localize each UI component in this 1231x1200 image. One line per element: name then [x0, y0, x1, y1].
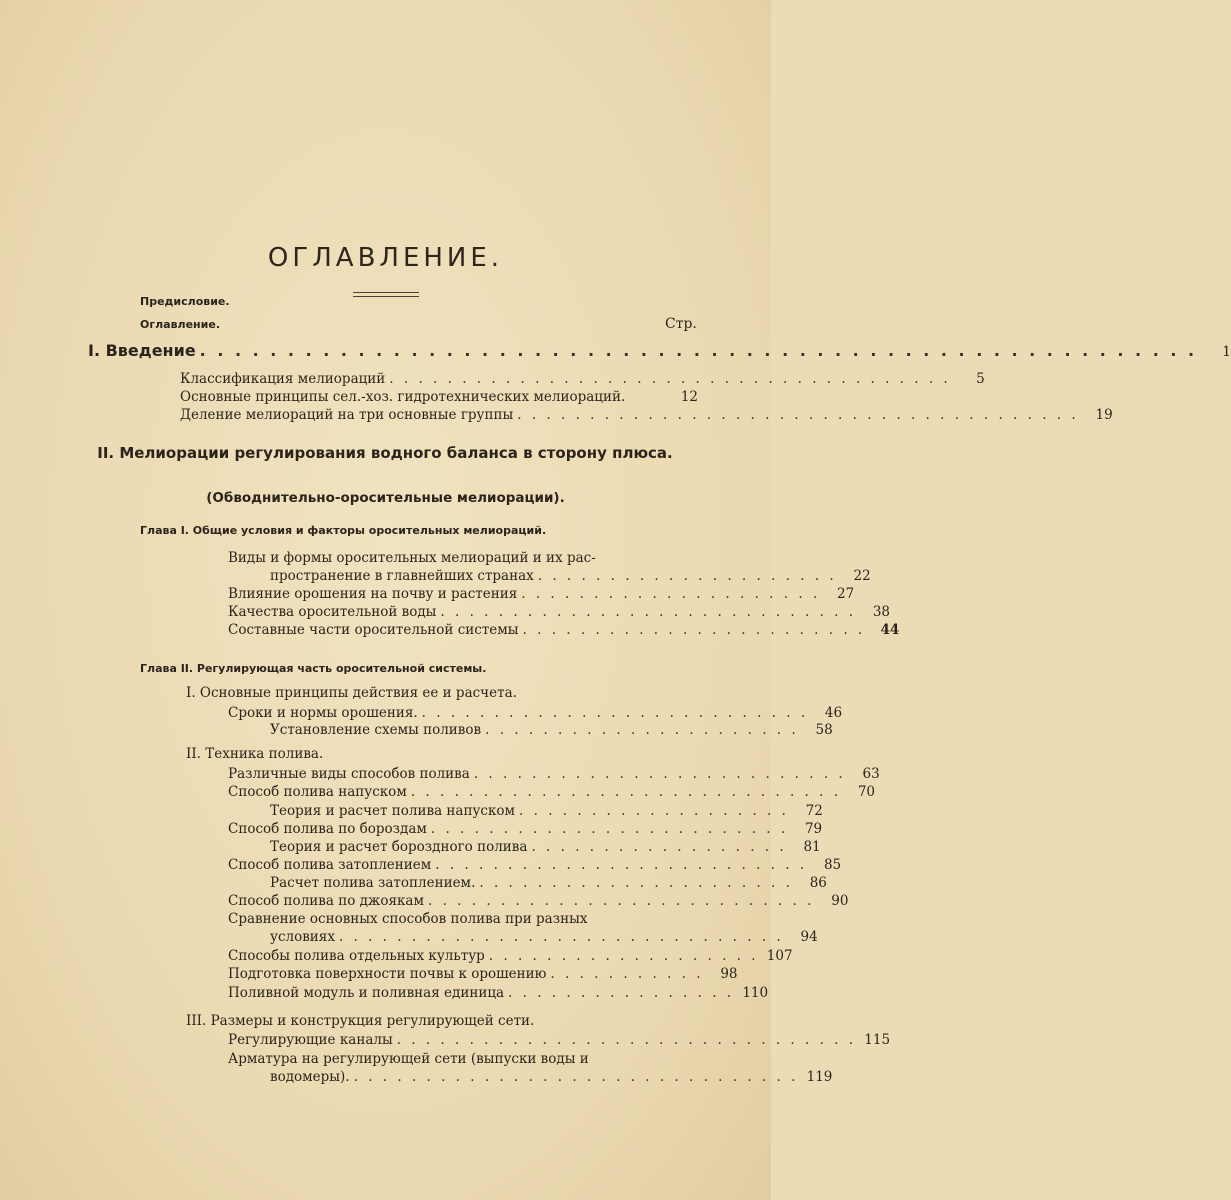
toc-entry-page: 90 — [831, 893, 849, 909]
toc-entry-label: Способ полива по бороздам — [228, 821, 427, 837]
leader-dots: . . . . . . . . . . . . . . . . . . . . . . . . . . . . . — [440, 604, 857, 620]
leader-dots: . . . . . . . . . . . . . . . . — [508, 985, 735, 1001]
leader-dots: . . . . . . . . . . . . . . . . . . . . . . . . . . . . . . . — [338, 929, 784, 945]
leader-dots: . . . . . . . . . . . . . . . . . . — [531, 839, 787, 855]
toc-entry-label: Сроки и нормы орошения. — [228, 705, 418, 721]
leader-dots: . . . . . . . . . . . . . . . . . . . . . — [537, 568, 837, 584]
toc-entry-page: 5 — [976, 371, 985, 387]
toc-entry — [228, 622, 900, 640]
toc-entry-label: Установление схемы поливов — [270, 722, 482, 738]
toc-entry — [270, 568, 871, 586]
leader-dots: . . . . . . . . . . . . . . . . . . . . . . — [485, 722, 799, 738]
toc-entry-label: Подготовка поверхности почвы к орошению — [228, 966, 547, 982]
toc-entry-page: 115 — [864, 1032, 891, 1048]
toc-entry — [180, 371, 985, 389]
toc-entry-page: 27 — [837, 586, 855, 602]
leader-dots: . . . . . . . . . . . . . . . . . . . . . . . . . . . . . . . . — [396, 1032, 857, 1048]
toc-entry-label: I. Введение — [88, 341, 196, 360]
leader-dots: . . . . . . . . . . . . . . . . . . . . . . — [479, 875, 793, 891]
toc-entry — [270, 803, 823, 821]
toc-entry-label: Основные принципы сел.-хоз. гидротехнических мелиораций. — [180, 389, 626, 405]
leader-dots: . . . . . . . . . . . . . . . . . . . . . . . . . . . . . . . — [353, 1069, 799, 1085]
toc-entry-label: Теория и расчет бороздного полива — [270, 839, 528, 855]
toc-entry-label: Классификация мелиораций — [180, 371, 386, 387]
toc-entry-page: 81 — [803, 839, 821, 855]
toc-entry-label: Качества оросительной воды — [228, 604, 437, 620]
toc-entry-label: Способ полива напуском — [228, 784, 407, 800]
toc-entry-line: Арматура на регулирующей сети (выпуски воды и — [228, 1051, 589, 1067]
leader-dots: . . . . . . . . . . . . . . . . . . . . . . . . . — [430, 821, 789, 837]
toc-entry — [270, 1069, 833, 1087]
toc-entry-page: 12 — [680, 389, 698, 405]
toc-entry-page: 1 — [1222, 344, 1231, 360]
toc-entry-page: 107 — [766, 948, 793, 964]
toc-entry — [228, 857, 842, 875]
toc-entry — [228, 766, 880, 784]
toc-entry-label: Способ полива по джоякам — [228, 893, 424, 909]
toc-entry-label: Способы полива отдельных культур — [228, 948, 485, 964]
leader-dots: . . . . . . . . . . . . . . . . . . . . . . . . . . . . . . — [410, 784, 842, 800]
toc-entry-page: 110 — [742, 985, 769, 1001]
leader-dots: . . . . . . . . . . . . . . . . . . . . . . . . . . . . . . . . . . . . . . . — [389, 371, 951, 387]
toc-entry-page: 85 — [823, 857, 842, 873]
toc-entry-page: 86 — [809, 875, 827, 891]
toc-entry — [270, 875, 827, 893]
toc-entry — [180, 407, 1113, 425]
leader-dots: . . . . . . . . . . . . . . . . . . . . . . . . . . . . . . . . . . . . . . . — [517, 407, 1079, 423]
leader-dots: . . . . . . . . . . . . . . . . . . . . . . . . . . . . . . . . . . . . . . . . . . . . . . . . . . . . . . . . . — [199, 341, 1198, 360]
toc-entry — [228, 1032, 891, 1050]
preface-link: Предисловие. — [140, 295, 230, 308]
toc-entry-page: 19 — [1095, 407, 1113, 423]
page-column-header: Стр. — [665, 316, 697, 332]
leader-dots: . . . . . . . . . . . . . . . . . . . — [488, 948, 759, 964]
toc-entry-page: 94 — [800, 929, 818, 945]
toc-entry-line: Виды и формы оросительных мелиораций и их рас- — [228, 550, 596, 566]
toc-entry-section-1 — [88, 341, 1231, 361]
leader-dots: . . . . . . . . . . . . . . . . . . . . . . . . . . . — [427, 893, 815, 909]
toc-entry — [180, 389, 698, 407]
toc-entry-label: водомеры). — [270, 1069, 350, 1085]
toc-entry — [228, 586, 855, 604]
title-divider — [353, 292, 419, 297]
chapter-1-title: Глава I. Общие условия и факторы оросительных мелиораций. — [140, 524, 547, 537]
toc-entry-label: пространение в главнейших странах — [270, 568, 534, 584]
part-2-title: II. Техника полива. — [186, 746, 324, 762]
toc-entry-line: Сравнение основных способов полива при разных — [228, 911, 588, 927]
toc-entry-label: Поливной модуль и поливная единица — [228, 985, 505, 1001]
toc-entry-label: Составные части оросительной системы — [228, 622, 519, 638]
toc-entry — [228, 985, 769, 1003]
toc-entry-page: 70 — [857, 784, 876, 800]
toc-entry-label: Расчет полива затоплением. — [270, 875, 476, 891]
toc-entry — [228, 966, 738, 984]
toc-entry-page: 46 — [824, 705, 843, 721]
toc-entry — [228, 893, 849, 911]
toc-entry-label: условиях — [270, 929, 335, 945]
chapter-2-title: Глава II. Регулирующая часть оросительной системы. — [140, 662, 487, 675]
contents-link: Оглавление. — [140, 318, 221, 331]
toc-entry — [270, 839, 821, 857]
page-title: ОГЛАВЛЕНИЕ. — [267, 243, 504, 273]
leader-dots: . . . . . . . . . . . . . . . . . . . . . . . . . . — [435, 857, 808, 873]
part-1-title: I. Основные принципы действия ее и расчета. — [186, 685, 517, 701]
toc-entry-label: Деление мелиораций на три основные группы — [180, 407, 514, 423]
toc-entry — [270, 929, 818, 947]
leader-dots: . . . . . . . . . . . — [550, 966, 704, 982]
toc-entry — [270, 722, 833, 740]
toc-entry-label: Способ полива затоплением — [228, 857, 432, 873]
toc-entry-label: Теория и расчет полива напуском — [270, 803, 516, 819]
part-3-title: III. Размеры и конструкция регулирующей сети. — [186, 1013, 535, 1029]
toc-entry-page: 58 — [815, 722, 833, 738]
toc-entry — [228, 948, 793, 966]
toc-entry — [228, 604, 891, 622]
toc-entry — [228, 821, 823, 839]
toc-entry-label: Регулирующие каналы — [228, 1032, 393, 1048]
toc-entry-page: 98 — [720, 966, 738, 982]
toc-entry-label: Влияние орошения на почву и растения — [228, 586, 518, 602]
toc-entry-page: 22 — [853, 568, 871, 584]
leader-dots: . . . . . . . . . . . . . . . . . . . . . . . . . . — [473, 766, 846, 782]
leader-dots: . . . . . . . . . . . . . . . . . . . . . . . . — [522, 622, 866, 638]
leader-dots: . . . . . . . . . . . . . . . . . . . . . — [521, 586, 821, 602]
section-2-title: II. Мелиорации регулирования водного баланса в сторону плюса. — [97, 444, 673, 462]
toc-entry — [228, 784, 876, 802]
toc-entry-page: 119 — [806, 1069, 833, 1085]
toc-entry — [228, 705, 843, 723]
section-2-subtitle: (Обводнительно-оросительные мелиорации). — [206, 490, 565, 506]
toc-entry-page: 44 — [880, 622, 900, 638]
toc-entry-page: 63 — [862, 766, 880, 782]
toc-entry-page: 72 — [805, 803, 823, 819]
toc-entry-page: 38 — [872, 604, 891, 620]
leader-dots: . . . . . . . . . . . . . . . . . . . — [519, 803, 789, 819]
toc-entry-label: Различные виды способов полива — [228, 766, 470, 782]
toc-entry-page: 79 — [804, 821, 823, 837]
leader-dots: . . . . . . . . . . . . . . . . . . . . . . . . . . . — [421, 705, 809, 721]
